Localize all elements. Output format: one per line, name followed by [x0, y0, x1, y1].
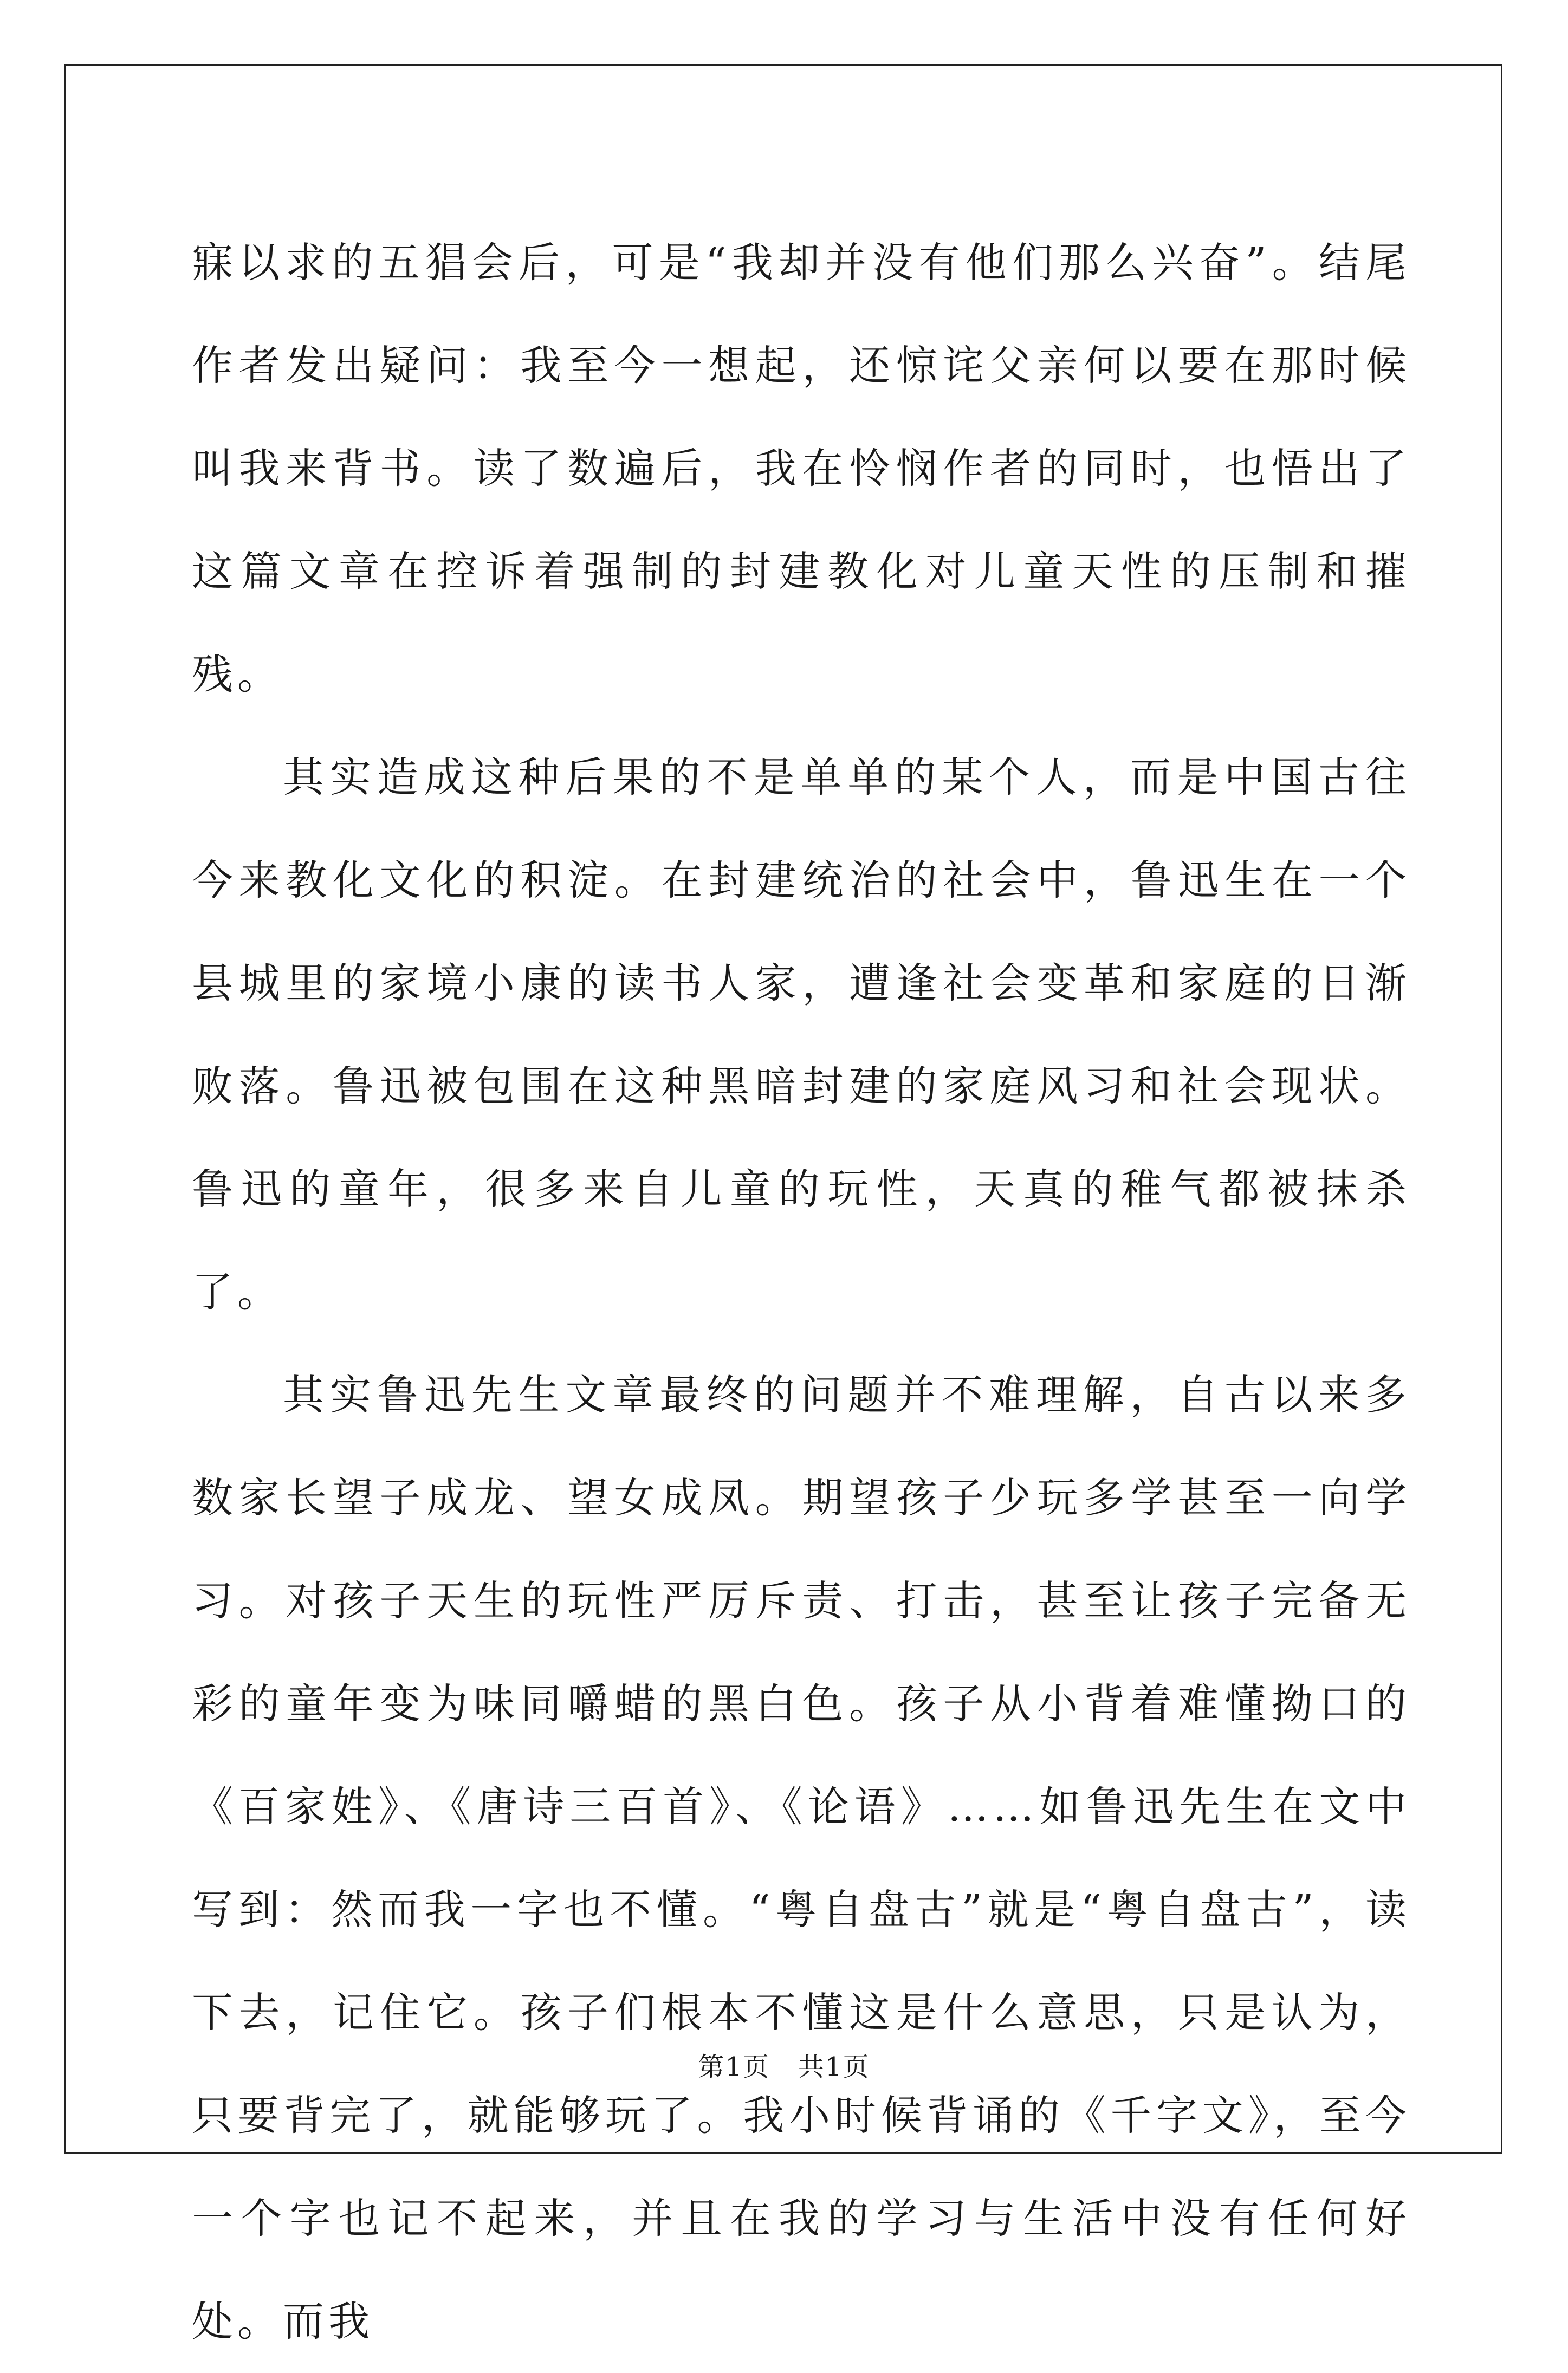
paragraph-2: 其实造成这种后果的不是单单的某个人，而是中国古往今来教化文化的积淀。在封建统治的社会中，鲁迅生在一个县城里的家境小康的读书人家，遭逢社会变革和家庭的日渐败落。鲁迅被包围在这种黑暗封建的家庭风习和社会现状。鲁迅的童年，很多来自儿童的玩性，天真的稚气都被抹杀了。	[192, 753, 1411, 1316]
paragraph-1: 寐以求的五猖会后，可是“我却并没有他们那么兴奋”。结尾作者发出疑问：我至今一想起，还惊诧父亲何以要在那时候叫我来背书。读了数遍后，我在怜悯作者的同时，也悟出了这篇文章在控诉着强制的封建教化对儿童天性的压制和摧残。	[192, 238, 1411, 698]
paragraph-3: 其实鲁迅先生文章最终的问题并不难理解，自古以来多数家长望子成龙、望女成凤。期望孩子少玩多学甚至一向学习。对孩子天生的玩性严厉斥责、打击，甚至让孩子完备无彩的童年变为味同嚼蜡的黑白色。孩子从小背着难懂拗口的《百家姓》、《唐诗三百首》、《论语》……如鲁迅先生在文中写到：然而我一字也不懂。“粤自盘古”就是“粤自盘古”，读下去，记住它。孩子们根本不懂这是什么意思，只是认为，只要背完了，就能够玩了。我小时候背诵的《千字文》，至今一个字也记不起来，并且在我的学习与生活中没有任何好处。而我	[192, 1371, 1411, 2345]
page-number: 第1页	[698, 2052, 770, 2082]
page-total: 共1页	[798, 2052, 870, 2082]
page-footer	[0, 2051, 1568, 2083]
document-body	[192, 211, 1411, 2373]
